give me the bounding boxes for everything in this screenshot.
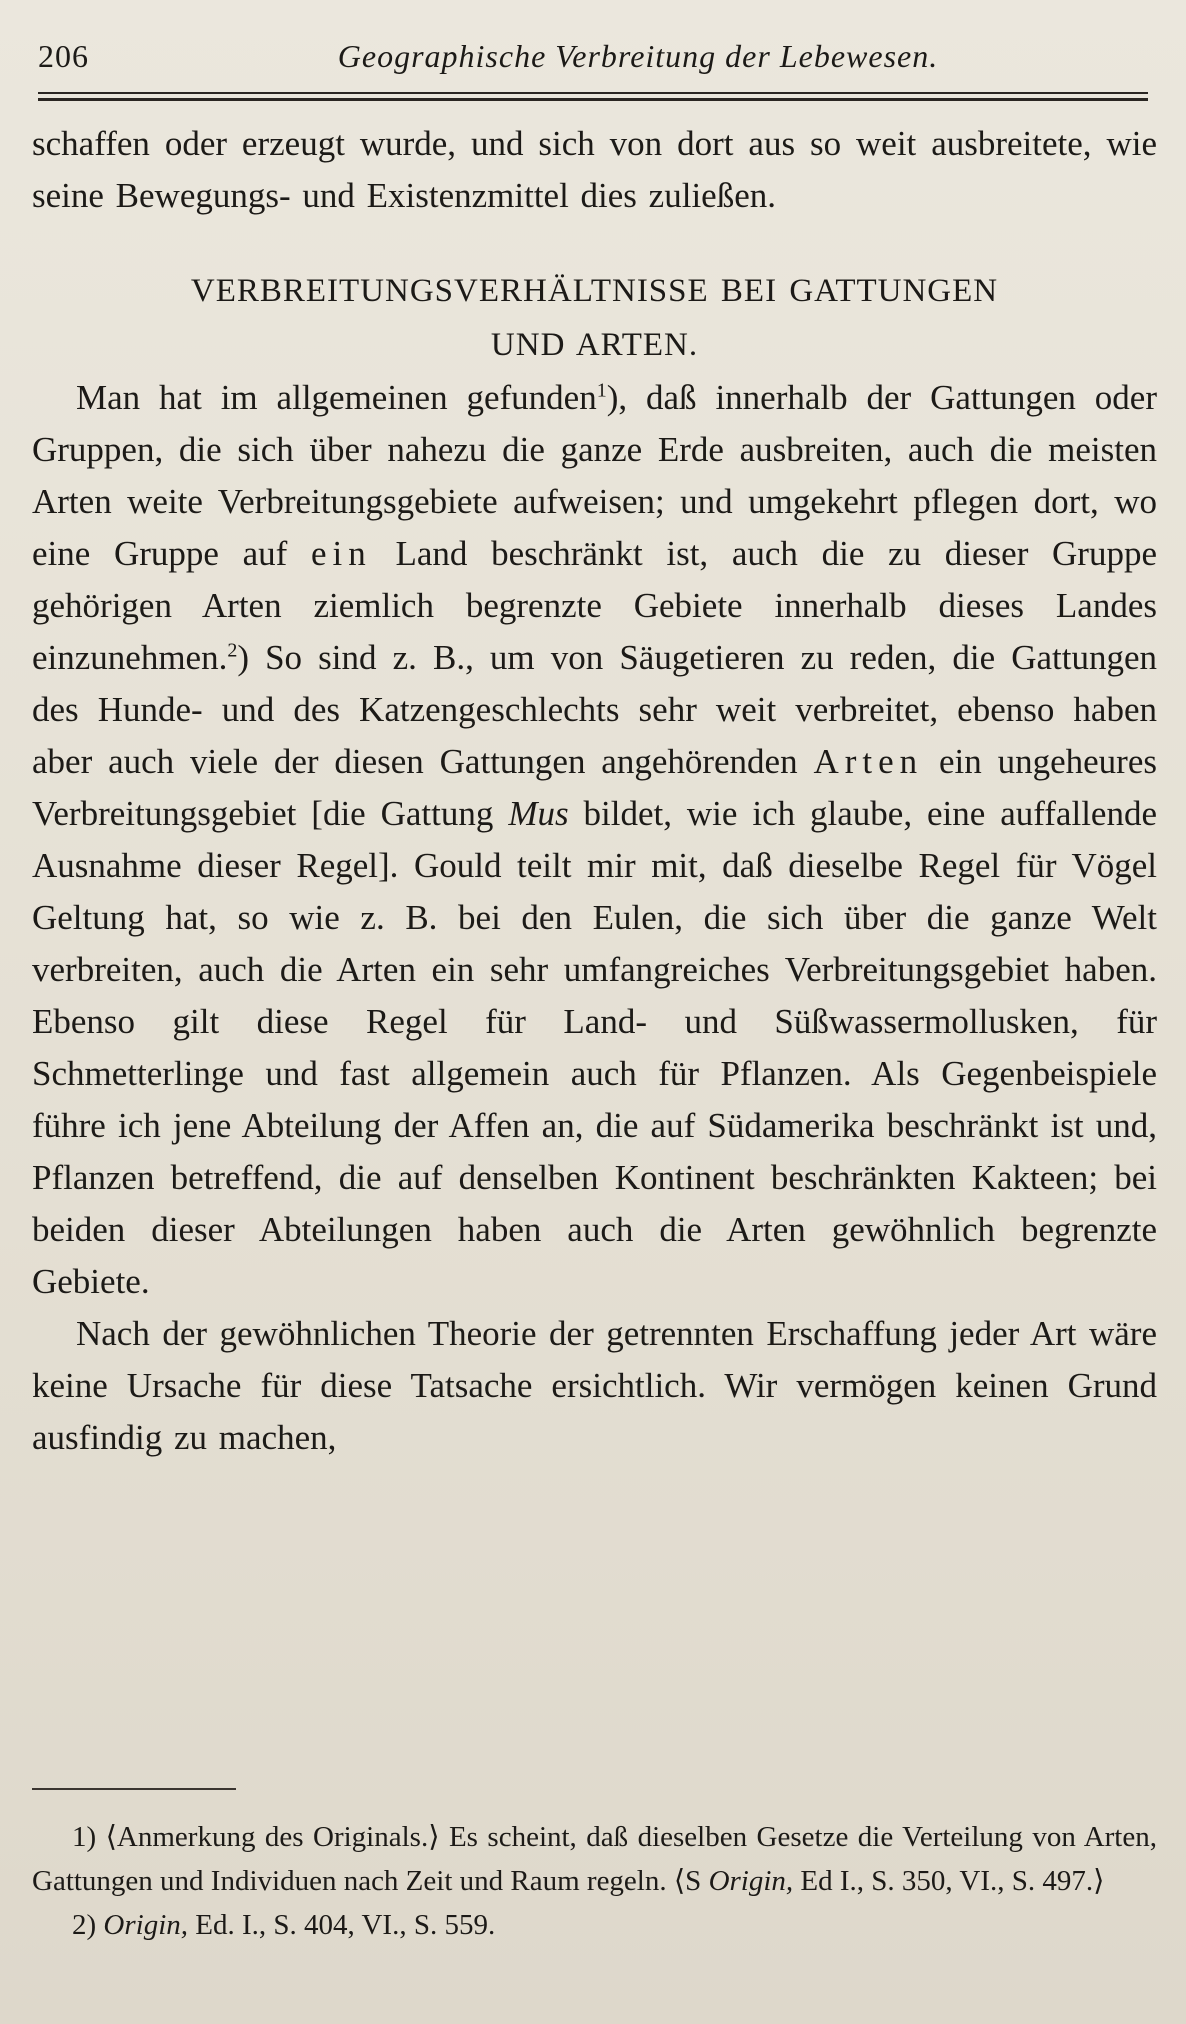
section-heading-line-2: UND ARTEN. [490,327,699,363]
paragraph-1-text-d: ) So sind z. B., um von Säugetieren zu reden, die Gattungen des Hunde- und des Katzengeschlechts sehr weit verbreitet, ebenso haben aber auch viele der diesen Gattungen angehörenden [32,638,1157,781]
footnote-2-text-b: Ed. I., S. 404, VI., S. 559. [188,1909,496,1941]
spaced-emphasis-arten: Arten [813,742,924,781]
footnote-ref-2: 2 [227,639,238,662]
page-header [38,38,1148,84]
footnote-ref-1: 1 [596,379,607,402]
continuation-paragraph: schaffen oder erzeugt wurde, und sich von dort aus so weit ausbreitete, wie seine Bewegungs- und Existenzmittel dies zuließen. [32,124,1157,215]
spaced-emphasis-ein: ein [311,534,372,573]
paragraph-1 [32,372,1157,1308]
section-heading-line-1: VERBREITUNGSVERHÄLTNISSE BEI GATTUNGEN [190,273,999,309]
paragraph-2: Nach der gewöhnlichen Theorie der getrennten Erschaffung jeder Art wäre keine Ursache für diese Tatsache ersichtlich. Wir vermögen keinen Grund ausfindig zu machen, [32,1314,1157,1457]
italic-genus-mus: Mus [508,794,569,833]
header-rule-thick [38,98,1148,101]
footnote-2-number: 2) [72,1909,97,1941]
header-rule-thin [38,92,1148,94]
paragraph-1-text-c: Land beschränkt ist, auch die zu dieser Gruppe gehörigen Arten ziemlich begrenzte Gebiete innerhalb dieses Landes einzunehmen. [32,534,1157,677]
paragraph-1-text-a: Man hat im allgemeinen gefunden [76,378,597,417]
footnote-1 [32,1815,1157,1903]
footnote-1-number: 1) [72,1821,97,1853]
footnote-1-text-b: Ed I., S. 350, VI., S. 497.⟩ [793,1865,1105,1897]
paragraph-1-text-b: ), daß innerhalb der Gattungen oder Gruppen, die sich über nahezu die ganze Erde ausbreiten, auch die meisten Arten weite Verbreitungsgebiete aufweisen; und umgekehrt pflegen dort, wo eine Gruppe auf [32,378,1157,573]
footnotes [32,1815,1157,1947]
page-number: 206 [38,38,89,74]
main-text [32,118,1157,1464]
paragraph-1-text-e: ein ungeheures Verbreitungsgebiet [die Gattung [32,742,1157,833]
section-heading [32,264,1157,372]
running-title: Geographische Verbreitung der Lebewesen. [337,38,939,74]
paragraph-1-text-f: bildet, wie ich glaube, eine auffallende Ausnahme dieser Regel]. Gould teilt mir mit, daß dieselbe Regel für Vögel Geltung hat, so wie z. B. bei den Eulen, die sich über die ganze Welt verbreiten, auch die Arten ein sehr umfangreiches Verbreitungsgebiet haben. Ebenso gilt diese Regel für Land- und Süßwassermollusken, für Schmetterlinge und fast allgemein auch für Pflanzen. Als Gegenbeispiele führe ich jene Abteilung der Affen an, die auf Südamerika beschränkt ist und, Pflanzen betreffend, die auf denselben Kontinent beschränkten Kakteen; bei beiden dieser Abteilungen haben auch die Arten gewöhnlich begrenzte Gebiete. [32,794,1157,1301]
footnote-1-origin: Origin, [708,1865,794,1897]
footnote-1-text-a: ⟨Anmerkung des Originals.⟩ Es scheint, daß dieselben Gesetze die Verteilung von Arten, Gattungen und Individuen nach Zeit und Raum regeln. ⟨S [32,1821,1157,1897]
footnote-separator [32,1788,236,1790]
footnote-2-origin: Origin, [103,1909,189,1941]
footnote-2 [32,1903,1157,1947]
